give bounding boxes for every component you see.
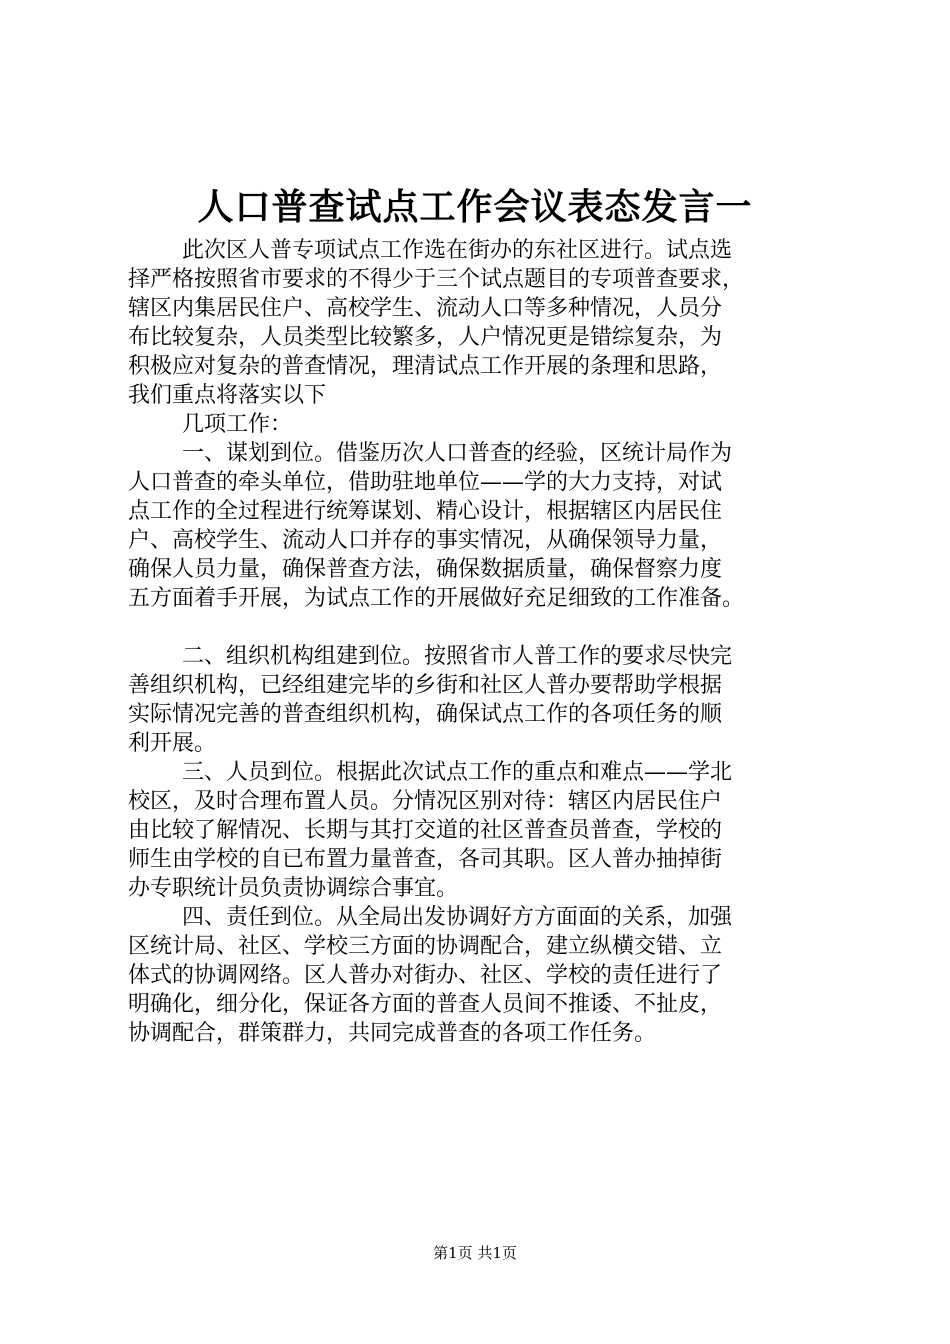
paragraph-line: 由比较了解情况、长期与其打交道的社区普查员普查，学校的 — [128, 818, 723, 843]
paragraph-line: 户、高校学生、流动人口并存的事实情况，从确保领导力量， — [128, 528, 723, 553]
document-body — [128, 236, 834, 1048]
paragraph-line: 明确化，细分化，保证各方面的普查人员间不推诿、不扯皮， — [128, 992, 723, 1017]
paragraph-line: 人口普查的牵头单位，借助驻地单位——学的大力支持，对试 — [128, 470, 723, 495]
paragraph-line: 办专职统计员负责协调综合事宜。 — [128, 876, 459, 901]
paragraph-line: 一、谋划到位。借鉴历次人口普查的经验，区统计局作为 — [182, 441, 733, 466]
paragraph-line: 四、责任到位。从全局出发协调好方方面面的关系，加强 — [182, 905, 733, 930]
paragraph-line: 体式的协调网络。区人普办对街办、社区、学校的责任进行了 — [128, 963, 723, 988]
paragraph-line: 辖区内集居民住户、高校学生、流动人口等多种情况，人员分 — [128, 296, 723, 321]
paragraph-line: 积极应对复杂的普查情况，理清试点工作开展的条理和思路， — [128, 354, 723, 379]
paragraph-line: 协调配合，群策群力，共同完成普查的各项工作任务。 — [128, 1021, 657, 1046]
paragraph-line: 我们重点将落实以下 — [128, 383, 327, 408]
page-title: 人口普查试点工作会议表态发言一 — [197, 186, 753, 228]
paragraph-line: 善组织机构，已经组建完毕的乡街和社区人普办要帮助学根据 — [128, 673, 723, 698]
paragraph-line: 三、人员到位。根据此次试点工作的重点和难点——学北 — [182, 760, 733, 785]
paragraph-line: 五方面着手开展，为试点工作的开展做好充足细致的工作准备。 — [128, 586, 745, 611]
paragraph-line: 师生由学校的自已布置力量普查，各司其职。区人普办抽掉街 — [128, 847, 723, 872]
paragraph-line: 择严格按照省市要求的不得少于三个试点题目的专项普查要求， — [128, 267, 745, 292]
paragraph-line: 实际情况完善的普查组织机构，确保试点工作的各项任务的顺 — [128, 702, 723, 727]
page-footer: 第1页 共1页 — [433, 1244, 517, 1262]
paragraph-spacer — [128, 613, 834, 642]
paragraph-line: 此次区人普专项试点工作选在街办的东社区进行。试点选 — [182, 238, 733, 263]
paragraph-line: 确保人员力量，确保普查方法，确保数据质量，确保督察力度 — [128, 557, 723, 582]
paragraph-line: 校区，及时合理布置人员。分情况区别对待：辖区内居民住户 — [128, 789, 723, 814]
paragraph-line: 几项工作： — [182, 412, 293, 437]
paragraph-line: 布比较复杂，人员类型比较繁多，人户情况更是错综复杂，为 — [128, 325, 723, 350]
paragraph-line: 点工作的全过程进行统筹谋划、精心设计，根据辖区内居民住 — [128, 499, 723, 524]
paragraph-line: 利开展。 — [128, 731, 217, 756]
paragraph-line: 二、组织机构组建到位。按照省市人普工作的要求尽快完 — [182, 644, 733, 669]
paragraph-line: 区统计局、社区、学校三方面的协调配合，建立纵横交错、立 — [128, 934, 723, 959]
